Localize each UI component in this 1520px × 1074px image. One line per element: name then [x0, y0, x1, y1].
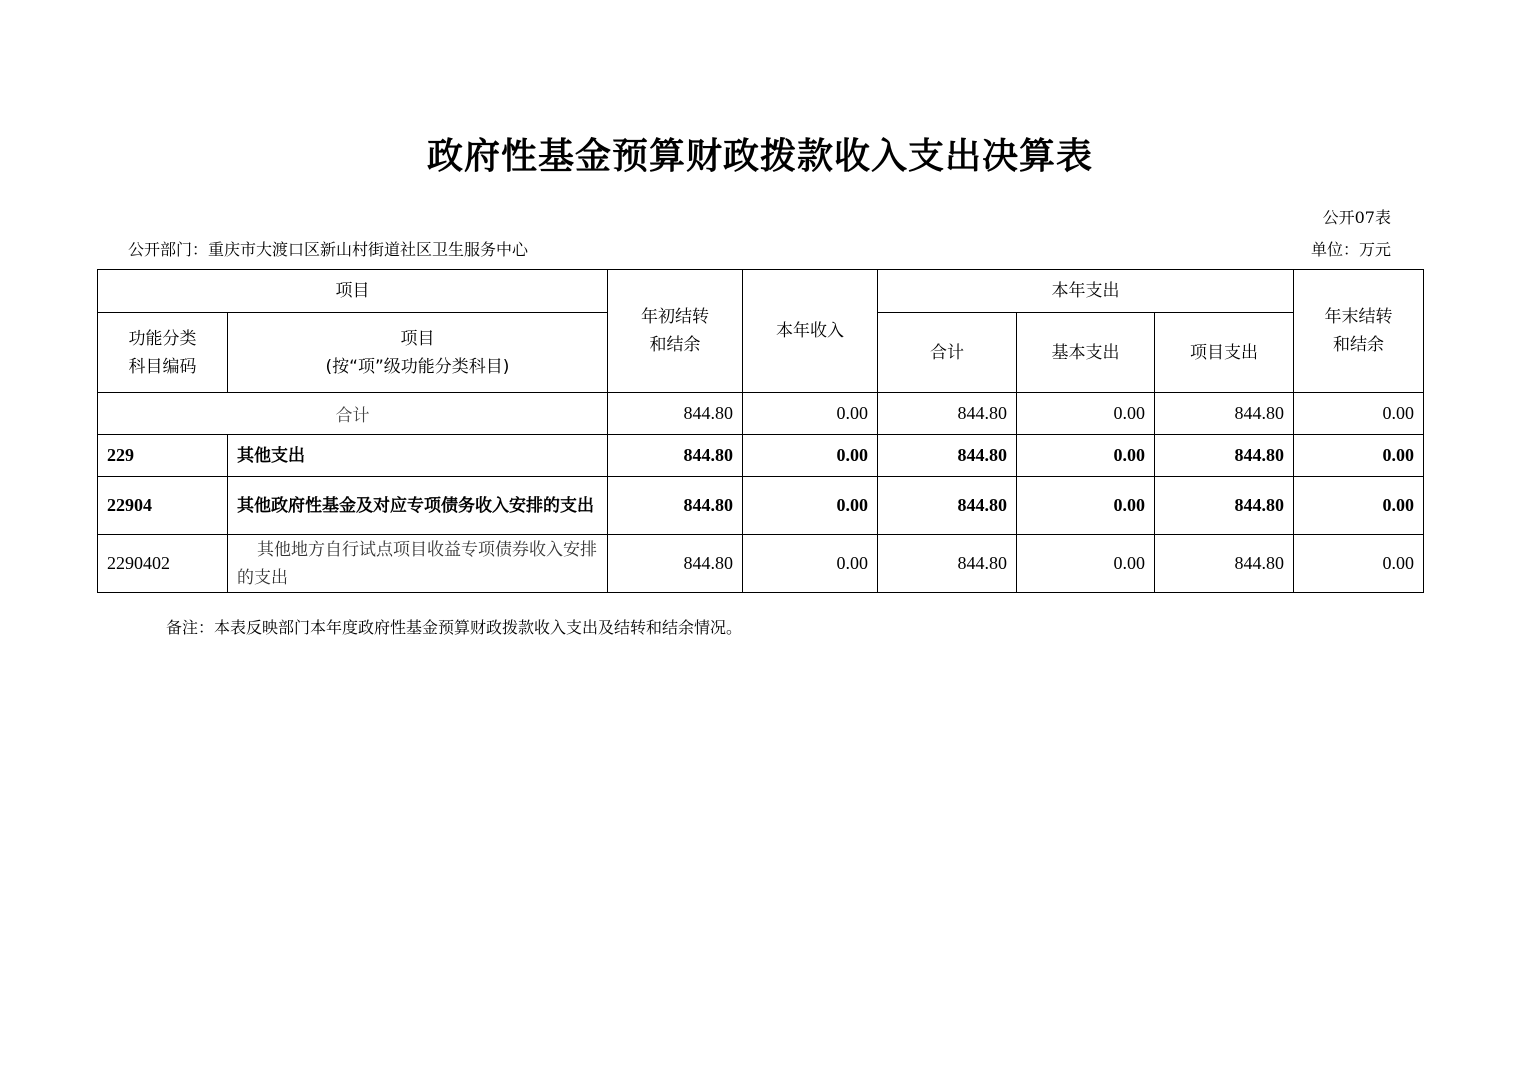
- row-total: 844.80: [878, 535, 1017, 593]
- row-code: 2290402: [98, 535, 228, 593]
- footnote: 备注：本表反映部门本年度政府性基金预算财政拨款收入支出及结转和结余情况。: [166, 618, 743, 637]
- row-closing: 0.00: [1294, 535, 1424, 593]
- total-basic: 0.00: [1017, 393, 1155, 435]
- table-row: [98, 535, 1424, 593]
- header-expenditure: 本年支出: [878, 270, 1294, 313]
- row-project: 844.80: [1155, 477, 1294, 535]
- header-closing-line1: 年末结转: [1324, 307, 1393, 327]
- page-title: 政府性基金预算财政拨款收入支出决算表: [426, 136, 1093, 177]
- budget-table: [97, 269, 1424, 593]
- row-project: 844.80: [1155, 435, 1294, 477]
- row-closing: 0.00: [1294, 435, 1424, 477]
- header-func-code: [98, 313, 228, 393]
- table-number: 公开07表: [1322, 208, 1391, 227]
- table-row: [98, 435, 1424, 477]
- row-basic: 0.00: [1017, 535, 1155, 593]
- row-income: 0.00: [743, 477, 878, 535]
- row-name: 其他支出: [228, 435, 608, 477]
- unit-label: 单位：万元: [1310, 240, 1391, 259]
- row-opening: 844.80: [608, 435, 743, 477]
- total-project: 844.80: [1155, 393, 1294, 435]
- row-opening: 844.80: [608, 477, 743, 535]
- row-total: 844.80: [878, 477, 1017, 535]
- header-project: 项目支出: [1155, 313, 1294, 393]
- header-opening-line1: 年初结转: [641, 307, 709, 327]
- row-project: 844.80: [1155, 535, 1294, 593]
- total-opening: 844.80: [608, 393, 743, 435]
- header-row-1: [98, 270, 1424, 313]
- header-item-name-line2: (按“项”级功能分类科目): [325, 356, 510, 377]
- header-opening-line2: 和结余: [649, 335, 701, 355]
- row-income: 0.00: [743, 535, 878, 593]
- total-income: 0.00: [743, 393, 878, 435]
- total-label: 合计: [98, 393, 608, 435]
- total-row: [98, 393, 1424, 435]
- header-func-code-line2: 科目编码: [128, 356, 197, 377]
- row-code: 22904: [98, 477, 228, 535]
- header-closing-line2: 和结余: [1333, 335, 1384, 355]
- row-name: 其他地方自行试点项目收益专项债券收入安排的支出: [228, 535, 608, 593]
- header-closing-balance: [1294, 270, 1424, 393]
- header-func-code-line1: 功能分类: [128, 328, 197, 349]
- header-item: 项目: [98, 270, 608, 313]
- header-item-name-line1: 项目: [400, 328, 435, 349]
- header-income: 本年收入: [743, 270, 878, 393]
- table-row: [98, 477, 1424, 535]
- header-basic: 基本支出: [1017, 313, 1155, 393]
- row-name: 其他政府性基金及对应专项债务收入安排的支出: [228, 477, 608, 535]
- total-closing: 0.00: [1294, 393, 1424, 435]
- header-opening-balance: [608, 270, 743, 393]
- header-total: 合计: [878, 313, 1017, 393]
- row-basic: 0.00: [1017, 477, 1155, 535]
- row-basic: 0.00: [1017, 435, 1155, 477]
- total-expenditure: 844.80: [878, 393, 1017, 435]
- row-closing: 0.00: [1294, 477, 1424, 535]
- header-item-name: [228, 313, 608, 393]
- row-total: 844.80: [878, 435, 1017, 477]
- row-code: 229: [98, 435, 228, 477]
- row-opening: 844.80: [608, 535, 743, 593]
- row-income: 0.00: [743, 435, 878, 477]
- department-label: 公开部门：重庆市大渡口区新山村街道社区卫生服务中心: [128, 240, 529, 259]
